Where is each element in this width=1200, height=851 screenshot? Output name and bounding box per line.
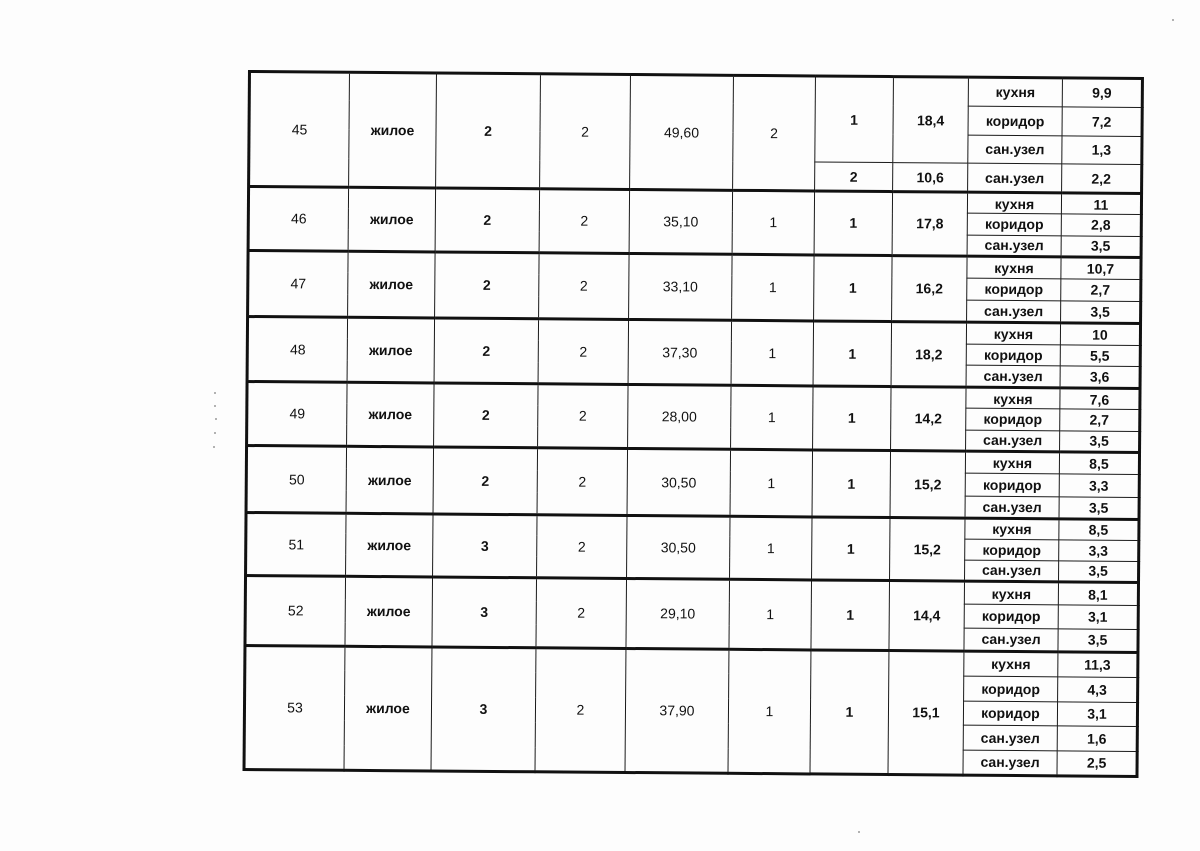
apartment-number: 48 bbox=[247, 316, 348, 382]
scan-speck bbox=[214, 392, 216, 394]
aux-room-name: сан.узел bbox=[967, 235, 1061, 257]
room-number: 1 bbox=[811, 580, 890, 651]
cell-col6: 1 bbox=[731, 385, 814, 450]
apartment-number: 45 bbox=[249, 72, 350, 188]
total-area: 37,30 bbox=[628, 319, 732, 385]
cell-col4: 2 bbox=[540, 74, 631, 190]
scan-speck bbox=[1172, 19, 1174, 21]
cell-col4: 2 bbox=[538, 319, 629, 385]
aux-room-area: 3,5 bbox=[1059, 496, 1139, 519]
aux-room-area: 2,7 bbox=[1060, 409, 1140, 431]
aux-room-area: 2,7 bbox=[1061, 279, 1141, 302]
aux-room-area: 1,3 bbox=[1062, 135, 1142, 164]
aux-room-name: коридор bbox=[967, 213, 1061, 235]
total-area: 33,10 bbox=[629, 253, 733, 320]
aux-room-name: сан.узел bbox=[963, 750, 1057, 776]
premise-type: жилое bbox=[346, 446, 434, 514]
cell-col6: 1 bbox=[730, 449, 813, 517]
cell-col3: 2 bbox=[434, 383, 538, 448]
room-number: 1 bbox=[813, 386, 892, 451]
aux-room-name: коридор bbox=[968, 106, 1062, 135]
total-area: 37,90 bbox=[625, 648, 729, 773]
aux-room-name: сан.узел bbox=[968, 163, 1062, 192]
aux-room-area: 3,3 bbox=[1059, 540, 1139, 562]
aux-room-name: кухня bbox=[964, 581, 1058, 605]
cell-col3: 2 bbox=[435, 188, 539, 253]
aux-room-area: 8,5 bbox=[1059, 452, 1139, 475]
cell-col3: 2 bbox=[435, 252, 540, 319]
apartment-number: 49 bbox=[247, 381, 347, 446]
apartment-number: 50 bbox=[246, 445, 347, 513]
cell-col6: 1 bbox=[731, 320, 814, 386]
aux-room-name: сан.узел bbox=[966, 365, 1060, 387]
aux-room-name: сан.узел bbox=[963, 725, 1057, 751]
total-area: 29,10 bbox=[626, 578, 730, 649]
room-number: 1 bbox=[815, 76, 894, 163]
premise-type: жилое bbox=[345, 576, 433, 647]
aux-room-name: сан.узел bbox=[965, 560, 1059, 582]
aux-room-area: 3,5 bbox=[1061, 301, 1141, 324]
aux-room-area: 8,5 bbox=[1059, 519, 1139, 541]
aux-room-area: 3,5 bbox=[1059, 561, 1139, 583]
scanned-page bbox=[242, 70, 1141, 784]
scan-speck bbox=[213, 446, 215, 448]
aux-room-area: 1,6 bbox=[1057, 726, 1137, 751]
room-number: 1 bbox=[812, 450, 891, 518]
cell-col3: 3 bbox=[433, 514, 537, 578]
aux-room-name: коридор bbox=[964, 676, 1058, 702]
cell-col6: 1 bbox=[730, 516, 812, 580]
cell-col6: 1 bbox=[729, 579, 812, 650]
apartment-number: 52 bbox=[245, 575, 346, 646]
room-area: 15,2 bbox=[890, 450, 966, 518]
aux-room-name: коридор bbox=[965, 473, 1059, 496]
room-area: 14,2 bbox=[891, 387, 967, 452]
total-area: 28,00 bbox=[628, 384, 731, 449]
total-area: 30,50 bbox=[627, 515, 730, 579]
premise-type: жилое bbox=[348, 187, 435, 252]
aux-room-name: коридор bbox=[963, 701, 1057, 727]
aux-room-area: 3,1 bbox=[1057, 701, 1137, 726]
scan-speck bbox=[215, 418, 217, 420]
room-area: 17,8 bbox=[892, 192, 968, 257]
aux-room-area: 11 bbox=[1061, 193, 1141, 215]
aux-room-area: 3,5 bbox=[1058, 628, 1138, 652]
total-area: 35,10 bbox=[629, 190, 732, 255]
apartment-number: 47 bbox=[248, 250, 349, 317]
room-number: 1 bbox=[813, 321, 892, 387]
aux-room-area: 11,3 bbox=[1058, 652, 1138, 677]
aux-room-area: 2,2 bbox=[1062, 164, 1142, 193]
room-area: 18,2 bbox=[891, 322, 967, 388]
aux-room-area: 8,1 bbox=[1058, 582, 1138, 606]
cell-col6: 1 bbox=[732, 190, 815, 255]
cell-col3: 2 bbox=[434, 318, 539, 384]
aux-room-name: кухня bbox=[965, 518, 1059, 540]
apartment-number: 53 bbox=[244, 645, 345, 770]
premise-type: жилое bbox=[346, 513, 433, 577]
aux-room-area: 2,5 bbox=[1057, 751, 1137, 776]
premise-type: жилое bbox=[344, 646, 432, 771]
cell-col3: 3 bbox=[432, 577, 537, 648]
aux-room-area: 7,2 bbox=[1062, 107, 1142, 136]
apartment-table bbox=[242, 70, 1143, 778]
aux-room-name: сан.узел bbox=[967, 300, 1061, 323]
cell-col4: 2 bbox=[538, 384, 628, 449]
premise-type: жилое bbox=[347, 382, 434, 447]
aux-room-name: кухня bbox=[964, 651, 1058, 677]
aux-room-area: 9,9 bbox=[1062, 78, 1142, 107]
aux-room-area: 3,5 bbox=[1061, 236, 1141, 258]
room-area: 10,6 bbox=[893, 163, 968, 192]
aux-room-name: коридор bbox=[967, 278, 1061, 301]
aux-room-name: коридор bbox=[965, 539, 1059, 561]
aux-room-name: кухня bbox=[967, 256, 1061, 279]
room-area: 14,4 bbox=[889, 580, 965, 651]
cell-col6: 2 bbox=[733, 75, 816, 191]
apartment-number: 51 bbox=[246, 512, 346, 576]
cell-col4: 2 bbox=[539, 253, 630, 320]
room-number: 1 bbox=[814, 255, 893, 322]
room-area: 16,2 bbox=[892, 256, 968, 323]
room-number: 1 bbox=[812, 517, 890, 581]
cell-col4: 2 bbox=[536, 578, 627, 649]
room-number: 1 bbox=[810, 650, 889, 775]
aux-room-name: сан.узел bbox=[966, 430, 1060, 452]
room-area: 15,2 bbox=[890, 517, 965, 581]
aux-room-name: кухня bbox=[968, 77, 1062, 106]
room-area: 15,1 bbox=[888, 650, 964, 775]
cell-col4: 2 bbox=[539, 189, 629, 254]
aux-room-area: 3,3 bbox=[1059, 474, 1139, 497]
cell-col4: 2 bbox=[537, 515, 627, 579]
aux-room-name: сан.узел bbox=[965, 496, 1059, 519]
aux-room-name: кухня bbox=[965, 451, 1059, 474]
aux-room-name: кухня bbox=[967, 192, 1061, 214]
aux-room-area: 4,3 bbox=[1058, 677, 1138, 702]
aux-room-area: 2,8 bbox=[1061, 214, 1141, 236]
cell-col6: 1 bbox=[728, 649, 811, 774]
aux-room-name: кухня bbox=[966, 322, 1060, 344]
cell-col3: 2 bbox=[436, 73, 541, 189]
cell-col4: 2 bbox=[535, 648, 626, 773]
scan-speck bbox=[214, 432, 216, 434]
apartment-number: 46 bbox=[248, 187, 348, 252]
aux-room-area: 10,7 bbox=[1061, 257, 1141, 280]
cell-col3: 3 bbox=[431, 647, 536, 772]
cell-col6: 1 bbox=[732, 254, 815, 321]
scan-speck bbox=[858, 831, 860, 833]
aux-room-area: 5,5 bbox=[1060, 345, 1140, 367]
scan-speck bbox=[214, 405, 216, 407]
aux-room-name: сан.узел bbox=[968, 135, 1062, 164]
cell-col3: 2 bbox=[433, 447, 538, 515]
aux-room-area: 3,6 bbox=[1060, 366, 1140, 388]
aux-room-area: 10 bbox=[1060, 323, 1140, 345]
total-area: 49,60 bbox=[630, 75, 734, 191]
aux-room-name: сан.узел bbox=[964, 628, 1058, 652]
aux-room-area: 3,1 bbox=[1058, 605, 1138, 629]
aux-room-name: коридор bbox=[966, 344, 1060, 366]
premise-type: жилое bbox=[347, 317, 435, 383]
room-number: 2 bbox=[815, 162, 893, 191]
aux-room-area: 3,5 bbox=[1060, 430, 1140, 452]
aux-room-name: коридор bbox=[964, 604, 1058, 628]
premise-type: жилое bbox=[349, 72, 437, 188]
aux-room-name: коридор bbox=[966, 408, 1060, 430]
room-number: 1 bbox=[814, 191, 893, 256]
aux-room-area: 7,6 bbox=[1060, 388, 1140, 410]
aux-room-name: кухня bbox=[966, 387, 1060, 409]
premise-type: жилое bbox=[348, 251, 436, 318]
total-area: 30,50 bbox=[627, 448, 731, 516]
cell-col4: 2 bbox=[537, 448, 628, 516]
room-area: 18,4 bbox=[893, 77, 969, 164]
table-row bbox=[249, 72, 1142, 108]
